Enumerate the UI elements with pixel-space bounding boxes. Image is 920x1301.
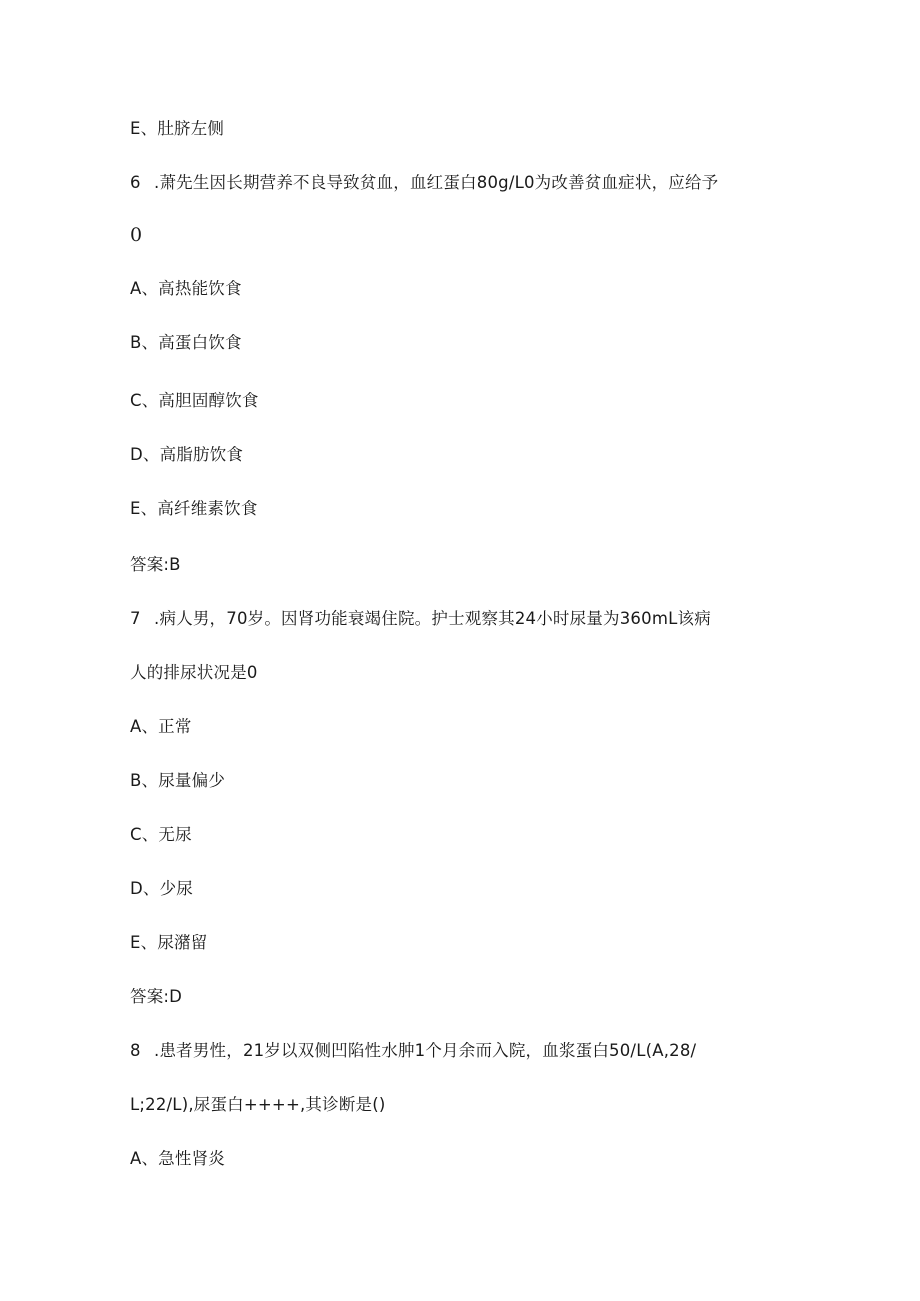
option-b-q6: B、高蛋白饮食 (130, 333, 242, 352)
option-c-q6: C、高胆固醇饮食 (130, 391, 259, 410)
question-number: 7 (130, 609, 141, 628)
option-e-q5: E、肚脐左侧 (130, 119, 225, 138)
option-a-q7: A、正常 (130, 717, 192, 736)
answer-q7: 答案:D (130, 987, 183, 1006)
option-c-q7: C、无尿 (130, 825, 192, 844)
question-8-stem-cont: L;22/L),尿蛋白++++,其诊断是() (130, 1095, 386, 1114)
option-b-q7: B、尿量偏少 (130, 771, 226, 790)
question-7-stem-cont: 人的排尿状况是0 (130, 663, 258, 682)
question-number: 8 (130, 1041, 141, 1060)
option-a-q8: A、急性肾炎 (130, 1149, 225, 1168)
question-6-stem: 6 .萧先生因长期营养不良导致贫血，血红蛋白80g/L0为改善贫血症状，应给予 (130, 173, 719, 192)
question-7-stem: 7 .病人男，70岁。因肾功能衰竭住院。护士观察其24小时尿量为360mL该病 (130, 609, 711, 628)
question-number: 6 (130, 173, 141, 192)
option-d-q6: D、高脂肪饮食 (130, 445, 244, 464)
question-6-blank: 0 (130, 224, 143, 246)
answer-q6: 答案:B (130, 555, 181, 574)
option-e-q7: E、尿潴留 (130, 933, 208, 952)
option-d-q7: D、少尿 (130, 879, 194, 898)
question-8-stem: 8 .患者男性，21岁以双侧凹陷性水肿1个月余而入院，血浆蛋白50/L(A,28/ (130, 1041, 697, 1060)
option-e-q6: E、高纤维素饮食 (130, 499, 258, 518)
option-a-q6: A、高热能饮食 (130, 279, 242, 298)
